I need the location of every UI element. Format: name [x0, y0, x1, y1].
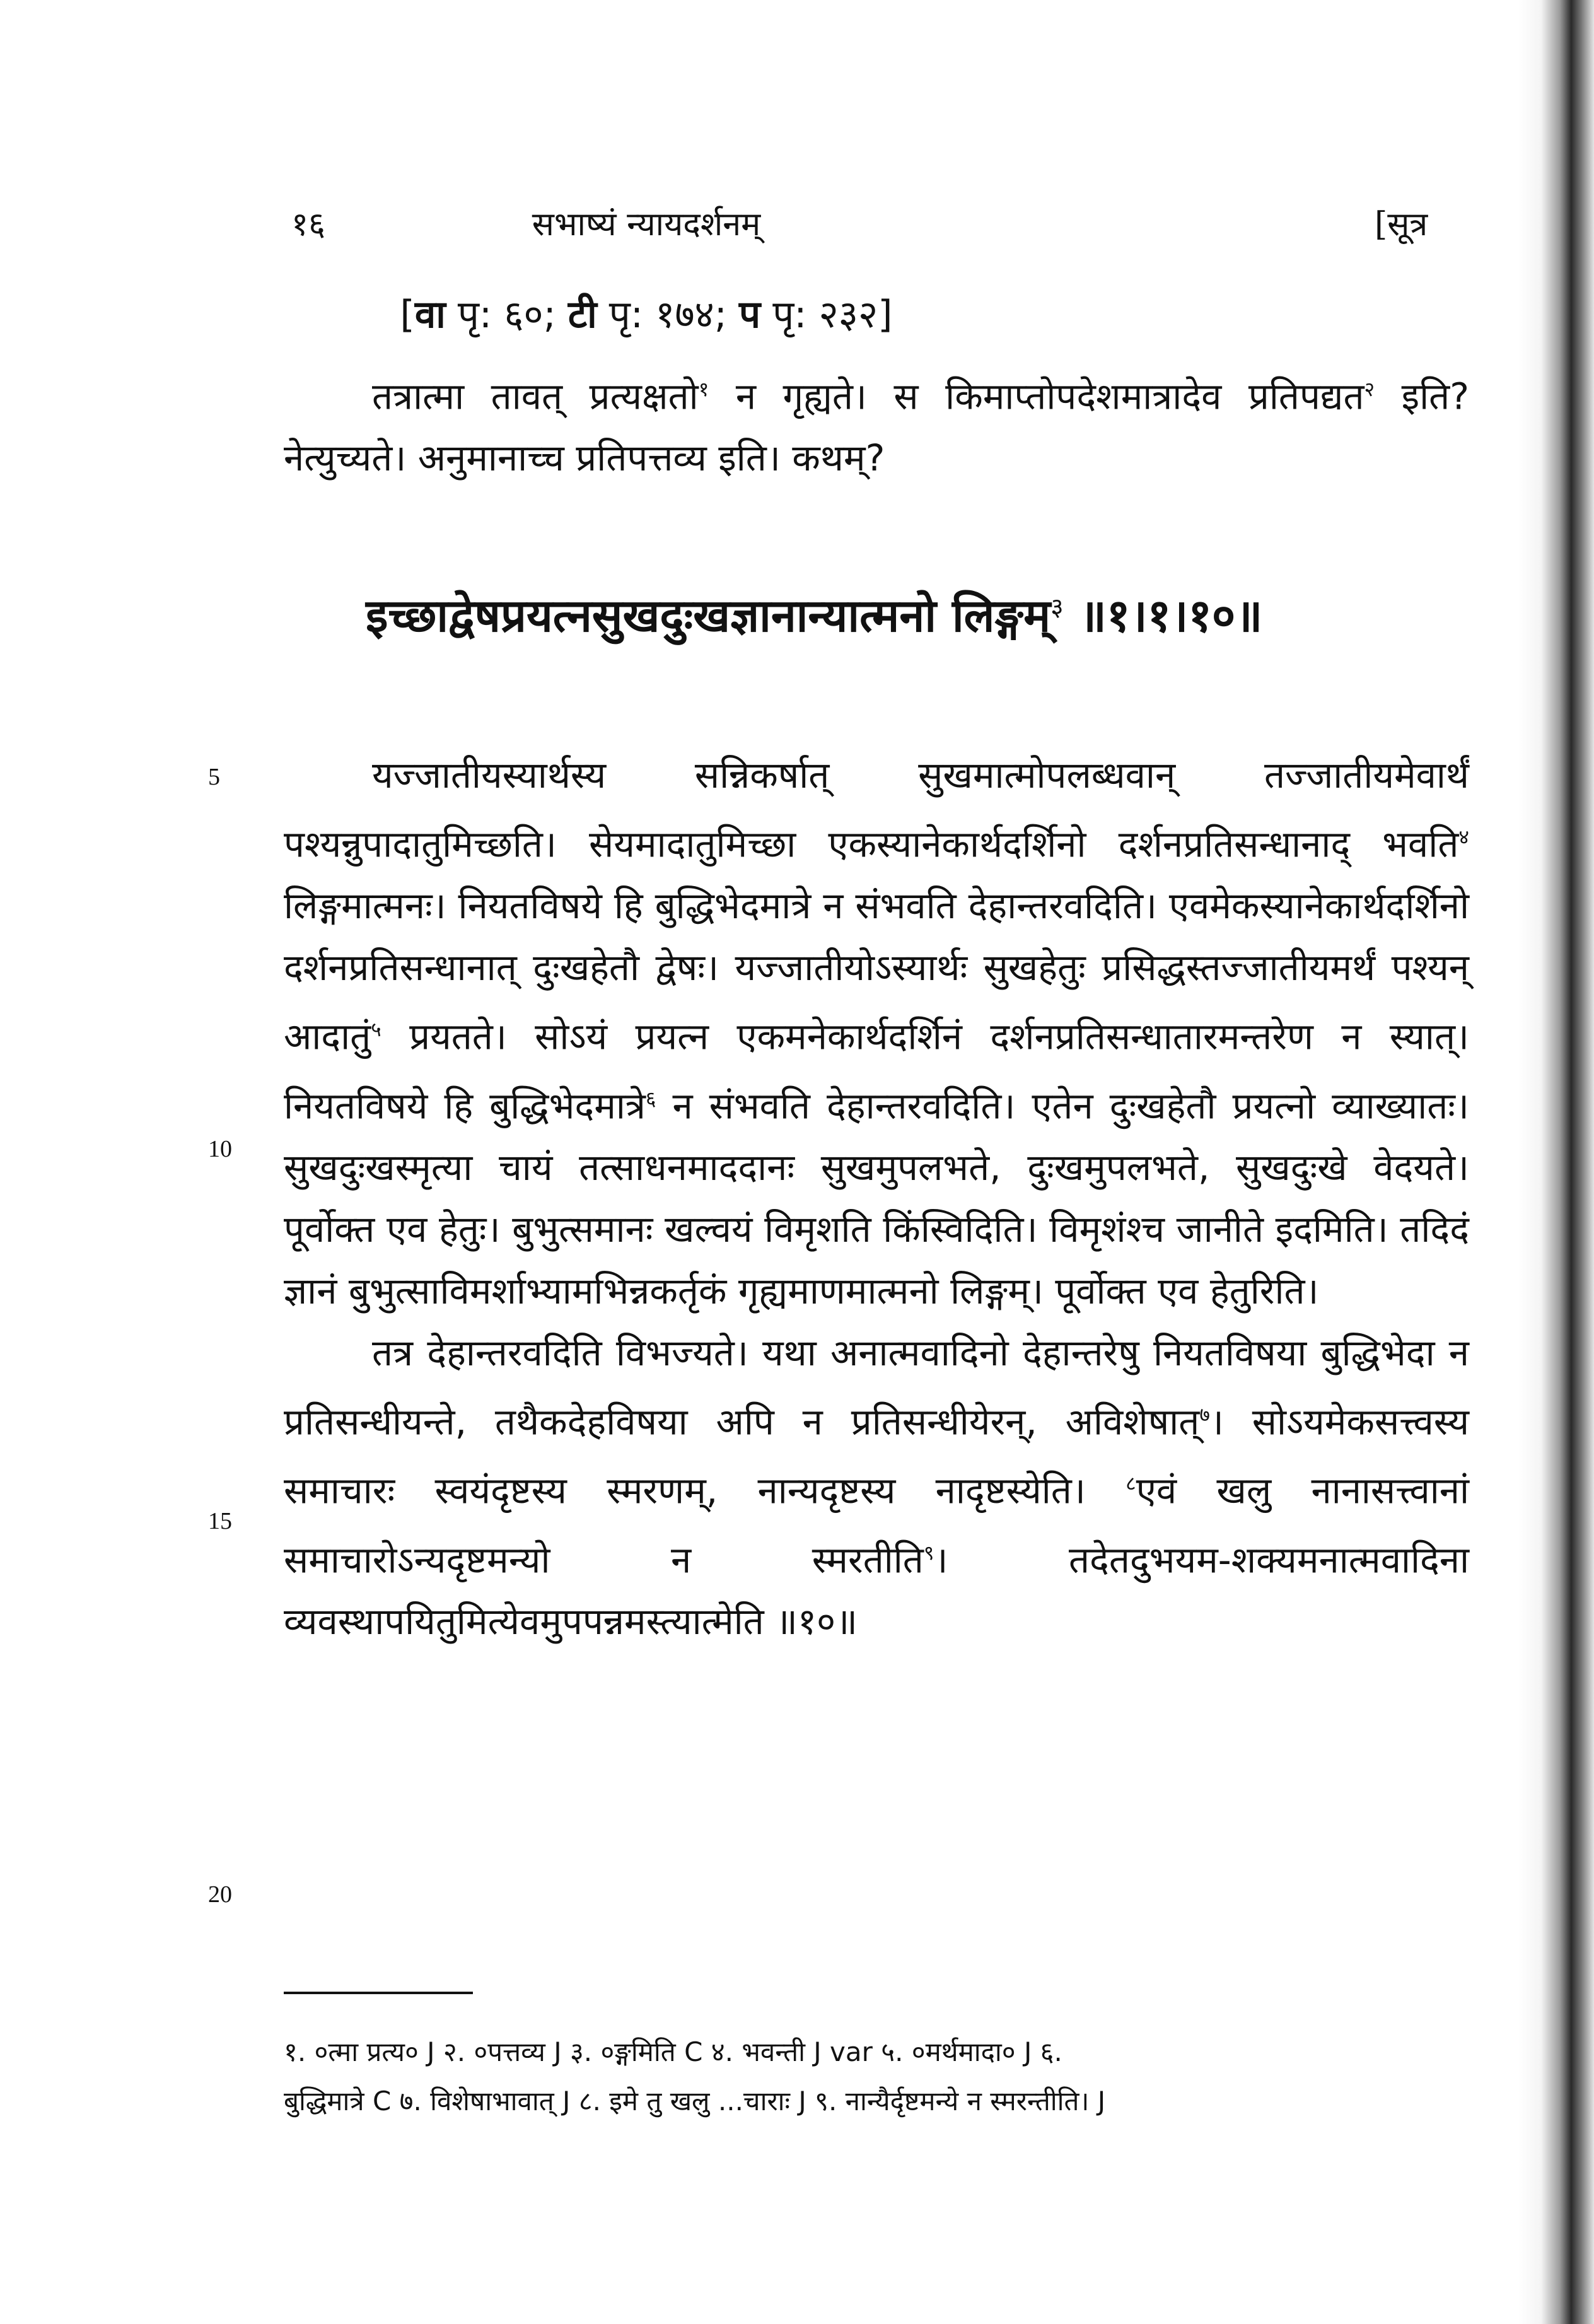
intro-text: न गृह्यते। स किमाप्तोपदेशमात्रादेव प्रतिपद्यत	[709, 375, 1364, 418]
intro-text: इति? नेत्युच्यते। अनुमानाच्च प्रतिपत्तव्य इति। कथम्?	[284, 375, 1470, 480]
ref-ti-value: पृ: १७४;	[608, 293, 727, 337]
footnote-mark: ८	[1126, 1471, 1136, 1496]
ref-va-value: पृ: ६०;	[457, 293, 556, 337]
page-number: १६	[291, 206, 326, 243]
footnote-mark: १	[698, 377, 709, 401]
edition-references: [वा पृ: ६०; टी पृ: १७४; प पृ: २३२]	[400, 293, 893, 337]
sutra-number: ॥१।१।१०॥	[1063, 589, 1263, 642]
footnote-mark: ६	[645, 1086, 656, 1111]
ref-ti-label: टी	[567, 293, 597, 337]
body-text: एवं खलु नानासत्त्वानां समाचारोऽन्यदृष्टमन्यो न स्मरतीति	[284, 1469, 1470, 1581]
ref-pa-value: पृ: २३२]	[772, 293, 893, 337]
footnote-mark: ३	[1050, 593, 1064, 622]
footnote-mark: ९	[923, 1540, 934, 1565]
body-text: । तदेतदुभयम-शक्यमनात्मवादिना व्यवस्थापयितुमित्येवमुपपन्नमस्त्यात्मेति ॥१०॥	[284, 1538, 1469, 1643]
book-spine-shadow	[1518, 0, 1594, 2324]
line-number: 5	[208, 764, 220, 790]
body-text: । सोऽयमेकसत्त्वस्य समाचारः स्वयंदृष्टस्य स्मरणम्, नान्यदृष्टस्य नादृष्टस्येति।	[284, 1400, 1469, 1512]
intro-paragraph	[284, 358, 1469, 489]
ref-va-label: वा	[414, 293, 446, 337]
footnote-line: बुद्धिमात्रे C ७. विशेषाभावात् J ८. इमे तु खलु ...चाराः J ९. नान्यैर्दृष्टमन्ये न स्मरन्तीति। J	[284, 2086, 1106, 2117]
commentary-body	[284, 744, 1469, 1652]
sutra-text: इच्छाद्वेषप्रयत्नसुखदुःखज्ञानान्यात्मनो लिङ्गम्	[366, 589, 1051, 642]
body-text: तत्र देहान्तरवदिति विभज्यते। यथा अनात्मवादिनो देहान्तरेषु नियतविषया बुद्धिभेदा न प्रतिसन्धीयन्ते, तथैकदेहविषया अपि न प्रतिसन्धीयेरन्, अविशेषात्	[284, 1331, 1469, 1444]
body-text: न संभवति देहान्तरवदिति। एतेन दुःखहेतौ प्रयत्नो व्याख्यातः। सुखदुःखस्मृत्या चायं तत्साधनमाददानः सुखमुपलभते, दुःखमुपलभते, सुखदुःखे वेदयते। पूर्वोक्त एव हेतुः। बुभुत्समानः खल्वयं विमृशति किंस्विदिति। विमृशंश्च जानीते इदमिति। तदिदं ज्ञानं बुभुत्साविमर्शाभ्यामभिन्नकर्तृकं गृह्यमाणमात्मनो लिङ्गम्। पूर्वोक्त एव हेतुरिति।	[284, 1083, 1469, 1312]
footnote-line: १. ०त्मा प्रत्य० J २. ०पत्तव्य J ३. ०ङ्गमिति C ४. भवन्ती J var ५. ०मर्थमादा० J ६.	[284, 2036, 1062, 2067]
line-number: 15	[208, 1508, 232, 1534]
footnote-mark: ४	[1458, 825, 1469, 849]
section-label: [सूत्र	[1375, 206, 1428, 243]
running-title: सभाष्यं न्यायदर्शनम्	[532, 206, 761, 243]
intro-text: तत्रात्मा तावत् प्रत्यक्षतो	[372, 375, 699, 418]
body-text: यज्जातीयस्यार्थस्य सन्निकर्षात् सुखमात्मोपलब्धवान् तज्जातीयमेवार्थं पश्यन्नुपादातुमिच्छति। सेयमादातुमिच्छा एकस्यानेकार्थदर्शिनो दर्शनप्रतिसन्धानाद् भवति	[284, 754, 1469, 866]
footnote-mark: ५	[371, 1017, 381, 1042]
footnote-rule	[284, 1992, 473, 1994]
line-number: 20	[208, 1881, 232, 1908]
line-number: 10	[208, 1136, 232, 1162]
sutra-heading	[366, 583, 1501, 645]
footnote-mark: २	[1364, 377, 1375, 401]
footnote-mark: ७	[1199, 1402, 1210, 1427]
commentary-paragraph	[284, 1322, 1469, 1652]
footnotes	[284, 2028, 1469, 2126]
body-text: लिङ्गमात्मनः। नियतविषये हि बुद्धिभेदमात्रे न संभवति देहान्तरवदिति। एवमेकस्यानेकार्थदर्शिनो दर्शनप्रतिसन्धानात् दुःखहेतौ द्वेषः। यज्जातीयोऽस्यार्थः सुखहेतुः प्रसिद्धस्तज्जातीयमर्थं पश्यन् आदातुं	[284, 884, 1469, 1058]
commentary-paragraph	[284, 744, 1469, 1322]
ref-pa-label: प	[739, 293, 761, 337]
body-text: प्रयतते। सोऽयं प्रयत्न एकमनेकार्थदर्शिनं दर्शनप्रतिसन्धातारमन्तरेण न स्यात्। नियतविषये हि बुद्धिभेदमात्रे	[284, 1015, 1469, 1127]
